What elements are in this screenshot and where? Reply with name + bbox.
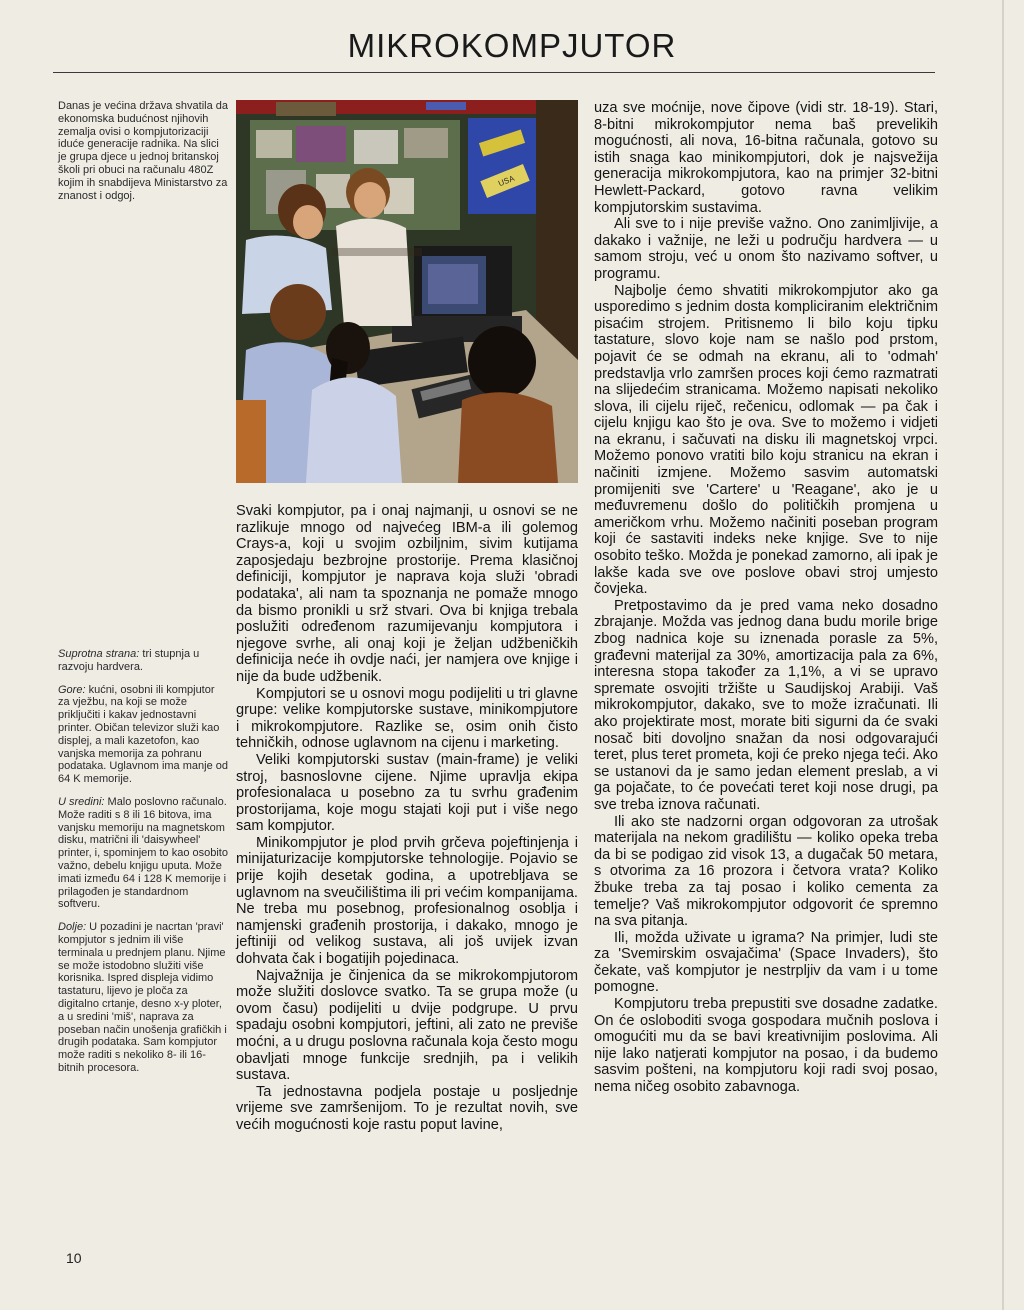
classroom-photo [236, 100, 578, 483]
teacher-dress [336, 218, 412, 326]
page-number: 10 [66, 1250, 82, 1266]
caption-opposite [58, 648, 228, 674]
teacher-face [354, 182, 386, 218]
hardware-captions [58, 648, 228, 1085]
header-rule [53, 72, 935, 73]
right-paragraph: Ili ako ste nadzorni organ odgovoran za utrošak materijala na nekom gradilištu — koliko opeka treba da bi se podigao zid visok 13, a dugačak 50 metara, s otvorima za 16 prozora i četvora vrata? Koliko žbuke treba za taj posao i koliko cementa za temelje? Vaš mikrokompjutor odgovorit će spremno na sva pitanja. [594, 813, 938, 930]
caption-bottom-text: U pozadini je nacrtan 'pravi' kompjutor s jednim ili više terminala u prednjem planu. Njime se može istodobno služiti više korisnika. Ispred displeja vidimo tastaturu, lijevo je ploča za digitalno crtanje, desno x-y ploter, a u sredini 'miš', naprava za poseban način unošenja grafičkih i drugih podataka. Sam kompjutor može raditi s nekoliko 8- ili 16-bitnih procesora. [58, 921, 227, 1074]
middle-paragraph: Svaki kompjutor, pa i onaj najmanji, u osnovi se ne razlikuje mnogo od najvećeg IBM-a ili golemog Crays-a, koji u svojim ozbiljnim, sivim kutijama zaposjedaju bezbrojne prostorije. Prema klasičnoj definiciji, kompjutor je naprava koja služi 'obradi podataka', ali nam ta spoznanja ne pomaže mnogo da bismo pronikli u srž stvari. Ova bi knjiga trebala poslužiti određenom razumijevanju kompjutora i njegove svrhe, ali onaj koji je željan udžbeničkih definicija neće ih ovdje naći, jer namjera ove knjige i nije da bude udžbenik. [236, 503, 578, 685]
caption-middle [58, 796, 228, 911]
shadow [332, 248, 422, 256]
middle-paragraph: Veliki kompjutorski sustav (main-frame) je veliki stroj, basnoslovne cijene. Njime upravlja ekipa profesionalaca u posebno za tu svrhu građenim prostorijama, koje mogu stajati koji put i više nego sam kompjutor. [236, 751, 578, 835]
caption-opposite-label: Suprotna strana: [58, 648, 140, 660]
right-paragraph: uza sve moćnije, nove čipove (vidi str. 18-19). Stari, 8-bitni mikrokompjutor nema baš prevelikih mogućnosti, ali nova, 16-bitna računala, gotovo su istih snaga kao minikompjutori, dok je najsvežija generacija mikrokompjutora, kao na primjer 32-bitni Hewlett-Packard, gotovo ravna velikim kompjutorskim sustavima. [594, 100, 938, 216]
chair-left [236, 400, 266, 483]
middle-paragraph: Minikompjutor je plod prvih grčeva pojeftinjenja i minijaturizacije kompjutorske tehnologije. Pojavio se prije kojih desetak godina, a upotrebljava se uglavnom na sveučilištima ili pri većim kompanijama. Ne treba mu posebnog, profesionalnog osoblja i namjenski građenih prostorija, i dakako, mnogo je jeftiniji od velikog sustava, ali još uvijek izvan dohvata čak i bogatijih pojedinaca. [236, 834, 578, 968]
pinned-sheet [404, 128, 448, 158]
caption-middle-label: U sredini: [58, 795, 105, 808]
caption-middle-text: Malo poslovno računalo. Može raditi s 8 ili 16 bitova, ima vanjsku memoriju na magnetskom disku, matrični ili 'daisywheel' printer, i, spominjem to kao osobito važno, debelu knjigu uputa. Može imati između 64 i 128 K memorije i prilagođen je standardnom softveru. [58, 795, 228, 911]
poster-label: USA [497, 173, 516, 189]
page-title: MIKROKOMPJUTOR [347, 27, 677, 64]
girl-shirt [306, 377, 402, 483]
wall-item [276, 102, 336, 116]
pinned-poster [296, 126, 346, 162]
screen-graphics [428, 264, 478, 304]
blue-poster [468, 118, 538, 214]
pinned-photo [354, 130, 398, 164]
right-paragraph: Ali sve to i nije previše važno. Ono zanimljivije, a dakako i važnije, ne leži u području hardvera — u samom stroju, već u onom što nazivamo softver, u programu. [594, 216, 938, 282]
right-paragraph: Kompjutoru treba prepustiti sve dosadne zadatke. On će osloboditi svoga gospodara mučnih poslova i omogućiti mu da se bavi kreativnijim poslovima. Ali nije lako natjerati kompjutor na posao, i da budemo sasvim pošteni, na kompjutoru koji radi svoj posao, nema ničeg osobito zabavnoga. [594, 996, 938, 1096]
caption-bottom [58, 921, 228, 1075]
front-boy-hair [270, 284, 326, 340]
photo-caption-text: Danas je većina država shvatila da ekonomska budućnost njihovih zemalja ovisi o kompjutorizaciji iduće generacije radnika. Na slici je grupa djece u jednoj britanskoj školi pri obuci na računalu 480Z kojim ih snabdijeva Ministarstvo za znanost i odgoj. [58, 100, 228, 202]
pinned-paper [256, 130, 292, 158]
middle-paragraph: Najvažnija je činjenica da se mikrokompjutorom može služiti doslovce svatko. Ta se grupa može (u ovom času) podijeliti u dvije podgrupe. U prvu spadaju osobni kompjutori, jeftini, ali zato ne previše moćni, a u drugu poslovna računala koja često mogu obavljati mnoge funkcije srednjih, pa i velikih sustava. [236, 967, 578, 1084]
caption-opposite-text: tri stupnja u razvoju hardvera. [58, 648, 200, 673]
child-curly-hair [468, 326, 536, 398]
caption-top-text: kućni, osobni ili kompjutor za vježbu, na koji se može priključiti i kakav jednostavni printer. Običan televizor služi kao displej, a mali kazetofon, kao vanjska memorija za pohranu podataka. Uglavnom ima manje od 64 K memorije. [58, 683, 228, 786]
classroom-illustration [236, 100, 578, 483]
caption-top [58, 684, 228, 786]
right-paragraph: Ili, možda uživate u igrama? Na primjer, ludi ste za 'Svemirskim osvajačima' (Space Invaders), što čekate, vaš kompjutor je nestrpljiv da vam i u tome pomogne. [594, 929, 938, 996]
boy-face [293, 205, 323, 239]
right-paragraph: Najbolje ćemo shvatiti mikrokompjutor ako ga usporedimo s jednim dosta kompliciranim električnim pisaćim strojem. Pritisnemo li bilo koju tipku tastature, slovo koje nam se našlo pod prstom, pojavit će se odmah na ekranu, ali to 'odmah' predstavlja vrlo zamršen proces koji ćemo razmatrati na slijedećim stranicama. Možemo napisati nekoliko slova, ili cijelu riječ, rečenicu, odlomak — pa čak i cijelu knjigu kao što je ova. Sve to možemo i vidjeti na ekranu, i sačuvati na disku ili magnetskoj vrpci. Možemo ponovo vratiti bilo koju stranicu na ekran i načiniti izmjene. Možemo sasvim automatski promijeniti sve 'Cartere' u 'Reagane', ako je u međuvremenu došlo do političkih promjena u američkom vrhu. Možemo načiniti poseban program koji će sastaviti indeks neke knjige. Sve to nije osobito teško. Možda je ponekad zamorno, ali ipak je lakše kada sve ove poslove obavi stroj umjesto čovjeka. [594, 282, 938, 598]
middle-paragraph: Kompjutori se u osnovi mogu podijeliti u tri glavne grupe: velike kompjutorske sustave, minikompjutore i mikrokompjutore. Razlike se, osim onih čisto tehničkih, odnose uglavnom na cijenu i marketing. [236, 685, 578, 752]
child-sweater [458, 392, 558, 483]
right-paragraph: Pretpostavimo da je pred vama neko dosadno zbrajanje. Možda vas jednog dana budu morile brige zbog nadnica koje su iznenada porasle za 5%, građevni materijal za 30%, amortizacija pala za 6%, interesna stopa također za 1,1%, a vi se upravo spremate osvojiti tržište u Saudijskoj Arabiji. Vaš mikrokompjutor, dakako, sve to može izračunati. Ili ako projektirate most, morate biti sigurni da će svaki nosač biti dovoljno snažan da nosi odgovarajući teret, plus teret prometa, koji će preko njega teći. Ako se ustanovi da je samo jedan element preslab, a vi ga pojačate, to će povećati teret koji nose drugi, pa sve treba iznova računati. [594, 597, 938, 813]
caption-bottom-label: Dolje: [58, 921, 87, 934]
middle-paragraph: Ta jednostavna podjela postaje u posljednje vrijeme sve zamršenijom. To je rezultat novih, sve većih mogućnosti koje rastu poput lavine, [236, 1083, 578, 1133]
binding-edge [1002, 0, 1004, 1310]
caption-top-label: Gore: [58, 683, 86, 696]
photo-caption [58, 100, 228, 212]
middle-column [236, 503, 578, 1134]
right-column [594, 100, 938, 1096]
wall-item-blue [426, 102, 466, 110]
